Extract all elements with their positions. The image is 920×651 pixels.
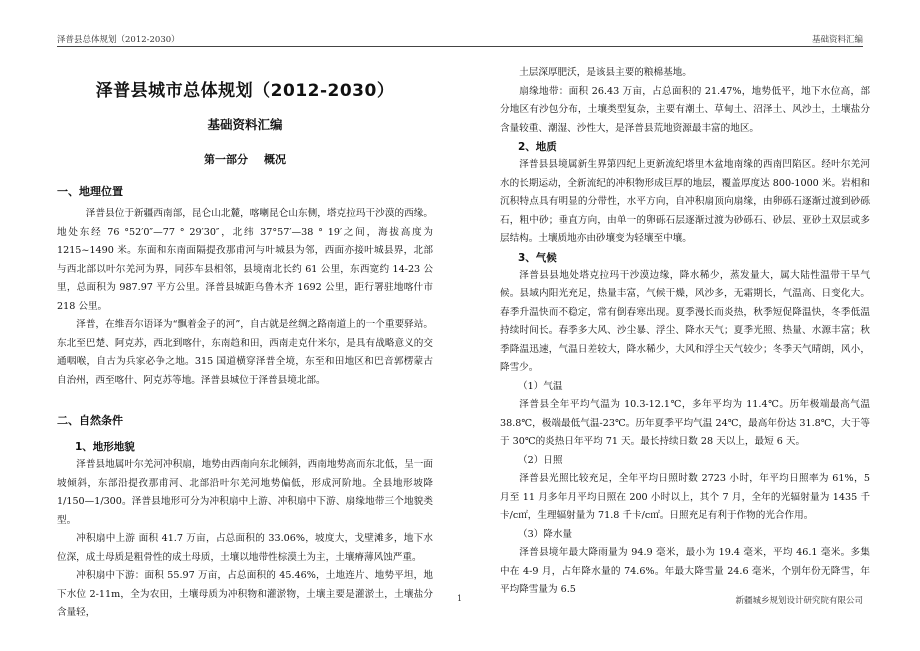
document-subtitle: 基础资料汇编 — [207, 117, 283, 132]
paragraph-history: 泽普，在维吾尔语译为“飘着金子的河”，自古就是丝绸之路南道上的一个重要驿站。东北至巴楚、阿克苏，西北到喀什，东南趋和田，西南走克什米尔，是具有战略意义的交通咽喉，自古为兵家必争之地。315 国道横穿泽普全境，东至和田地区和巴音郭楞蒙古自治州，西至喀什、阿克苏等地。泽普县城位于泽普县境北部。 — [57, 319, 433, 386]
paragraph-terrain: 泽普县地属叶尔羌河冲积扇，地势由西南向东北倾斜，西南地势高而东北低，呈一面坡倾斜，东部沿提孜那甫河、北部沿叶尔羌河地势偏低，形成河阶地。全县地形坡降 1/150—1/300。泽普县地形可分为冲积扇中上游、冲积扇中下游、扇缘地带三个地貌类型。 — [57, 459, 433, 526]
item-heading-sunshine: （2）日照 — [518, 454, 563, 466]
page-number: 1 — [457, 594, 463, 603]
left-column — [57, 58, 433, 623]
paragraph-soil: 土层深厚肥沃，是该县主要的粮棉基地。 — [519, 67, 692, 78]
item-heading-precipitation: （3）降水量 — [518, 528, 573, 540]
section-heading-geo: 一、地理位置 — [57, 185, 123, 198]
subsection-heading-geology: 2、地质 — [518, 141, 557, 153]
paragraph-geology: 泽普县县境属新生界第四纪上更新流纪塔里木盆地南缘的西南凹陷区。经叶尔羌河水的长期运动，全新流纪的冲积物形成巨厚的地层，覆盖厚度达 800-1000 米。岩相和沉积特点具有明显的分带性，水平方向，自冲积扇顶向扇缘，由卵砾石逐渐过渡到砂砾石，粗中砂；垂直方向，由单一的卵砾石层逐渐过渡为砂砾石、砂层、亚砂土双层或多层结构。土壤质地亦由砂壤变为轻壤至中壤。 — [500, 159, 870, 244]
header-rule — [57, 46, 863, 47]
subsection-heading-climate: 3、气候 — [518, 251, 557, 264]
paragraph-fan-edge: 扇缘地带：面积 26.43 万亩，占总面积的 21.47%，地势低平，地下水位高，部分地区有沙包分布，土壤类型复杂，主要有潮土、草甸土、沼泽土、风沙土，土壤盐分含量较重、潮湿、沙性大，是泽普县荒地资源最丰富的地区。 — [500, 85, 870, 134]
paragraph-location: 泽普县位于新疆西南部，昆仑山北麓，喀喇昆仑山东侧，塔克拉玛干沙漠的西缘。地处东经 76 °52′0″—77 ° 29′30″，北纬 37°57′—38 ° 19′之间，海拔高度为 1215~1490 米。东面和东南面隔提孜那甫河与叶城县为邻，西面亦接叶城县界，北部与西北部以叶尔羌河为界，同莎车县相邻，县境南北长约 61 公里，东西宽约 14-23 公里，总面积为 987.97 平方公里。泽普县城距乌鲁木齐 1692 公里，距行署驻地喀什市 218 公里。 — [57, 208, 433, 312]
document-title: 泽普县城市总体规划（2012-2030） — [95, 81, 395, 101]
subsection-heading-landform: 1、地形地貌 — [75, 441, 135, 453]
paragraph-sunshine: 泽普县光照比较充足，全年平均日照时数 2723 小时，年平均日照率为 61%，5 月至 11 月多年月平均日照在 200 小时以上，其个 7 月，全年的光辐射量为 1435 千卡/c㎡，生理辐射量为 71.8 千卡/c㎡。日照充足有利于作物的光合作用。 — [500, 473, 870, 521]
header-left-title: 泽普县总体规划（2012-2030） — [57, 35, 180, 45]
paragraph-climate: 泽普县县地处塔克拉玛干沙漠边缘，降水稀少，蒸发量大，属大陆性温带干旱气候。县域内阳光充足，热量丰富，气候干燥，风沙多，无霜期长，气温高、日变化大。春季升温快而不稳定，常有倒春寒出现。夏季漫长而炎热，秋季短促降温快，冬季低温持续时间长。春季多大风、沙尘暴、浮尘、降水天气；夏季光照、热量、水源丰富；秋季降温迅速，气温日差较大，降水稀少，大风和浮尘天气较少；冬季天气晴朗，风小，降雪少。 — [500, 269, 870, 373]
paragraph-lower-fan: 冲积扇中下游：面积 55.97 万亩，占总面积的 45.46%，土地连片、地势平坦，地下水位 2-11m，全为农田，土壤母质为冲积物和灌淤物，土壤主要是灌淤土，土壤盐分含量轻， — [57, 570, 433, 618]
section-heading-nature: 二、自然条件 — [57, 414, 123, 427]
paragraph-precipitation: 泽普县境年最大降雨量为 94.9 毫米，最小为 19.4 毫米，平均 46.1 毫米。多集中在 4-9 月，占年降水量的 74.6%。年最大降雪量 24.6 毫米，个别年份无降雪，年平均降雪量为 6.5 — [500, 547, 870, 595]
item-heading-temperature: （1）气温 — [518, 380, 563, 392]
part-heading — [57, 151, 433, 170]
right-column — [500, 64, 870, 600]
part-number: 第一部分 — [204, 152, 248, 166]
part-name: 概况 — [264, 152, 286, 166]
paragraph-temperature: 泽普县全年平均气温为 10.3-12.1℃，多年平均为 11.4℃。历年极端最高气温 38.8℃，极端最低气温-23℃。历年夏季平均气温 24℃，最高年份达 31.8℃，大于等于 30℃的炎热日年平均 71 天。最长持续日数 28 天以上，最短 6 天。 — [500, 399, 870, 447]
paragraph-upper-fan: 冲积扇中上游 面积 41.7 万亩，占总面积的 33.06%，坡度大，戈壁滩多，地下水位深，成土母质是粗骨性的成土母质，土壤以地带性棕漠土为主，土壤瘠薄风蚀严重。 — [57, 533, 433, 563]
footer-organization: 新疆城乡规划设计研究院有限公司 — [735, 596, 863, 606]
header-right-title: 基础资料汇编 — [811, 35, 863, 45]
